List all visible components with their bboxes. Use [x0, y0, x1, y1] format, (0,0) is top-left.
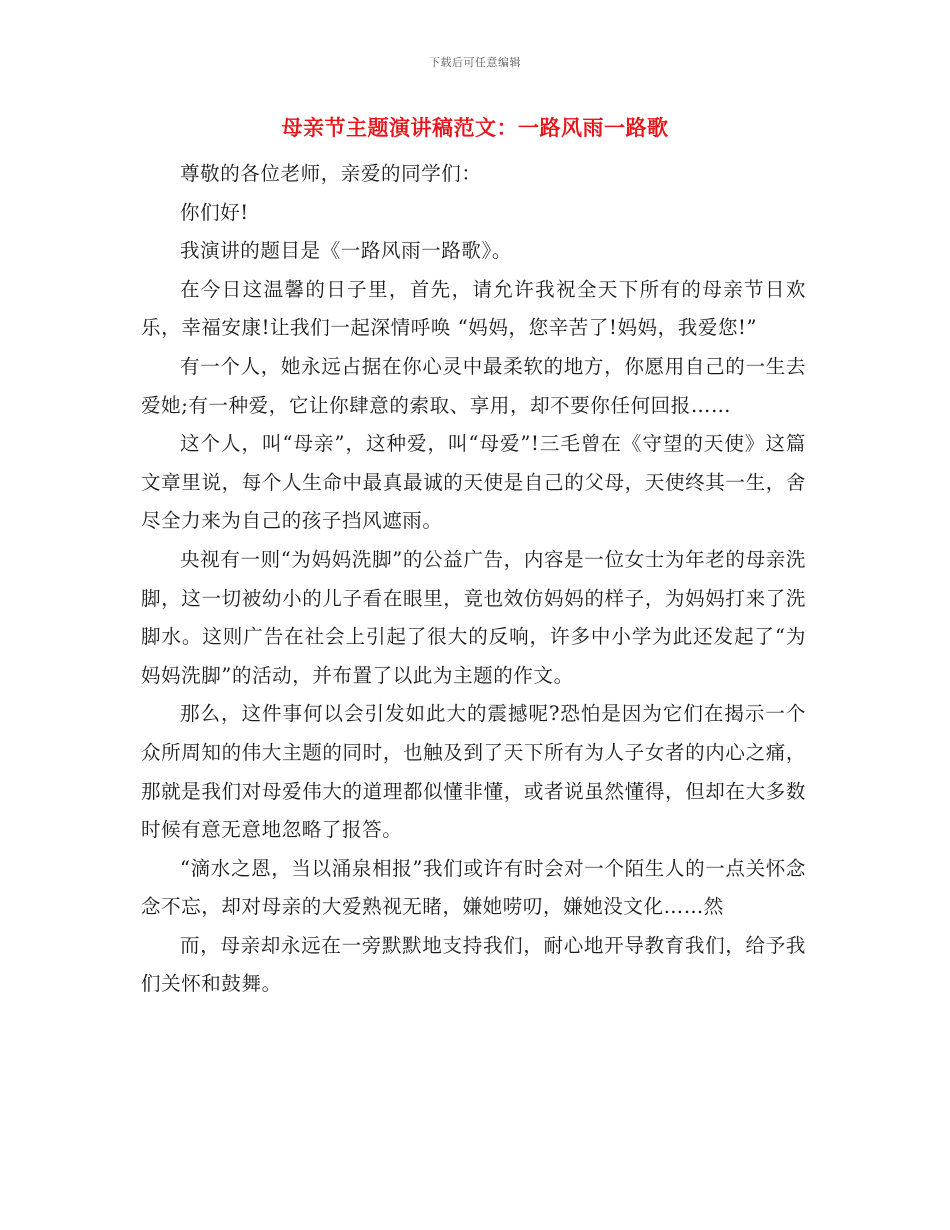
paragraph-salutation: 尊敬的各位老师，亲爱的同学们：: [180, 162, 482, 185]
paragraph-greeting: 你们好!: [180, 200, 249, 224]
paragraph-topic: 我演讲的题目是《一路风雨一路歌》。: [180, 239, 512, 263]
document-title: 母亲节主题演讲稿范文：一路风雨一路歌: [281, 116, 669, 140]
paragraph: 这个人，叫“母亲”，这种爱，叫“母爱”!三毛曾在《守望的天使》这篇文章里说，每个人生命中最真最诚的天使是自己的父母，天使终其一生，舍尽全力来为自己的孩子挡风遮雨。: [141, 432, 806, 533]
paragraph: 而，母亲却永远在一旁默默地支持我们，耐心地开导教育我们，给予我们关怀和鼓舞。: [141, 933, 806, 996]
paragraph: 在今日这温馨的日子里，首先，请允许我祝全天下所有的母亲节日欢乐，幸福安康!让我们一起深情呼唤 “妈妈，您辛苦了!妈妈，我爱您!”: [141, 277, 806, 340]
document-body: [141, 155, 806, 1004]
paragraph: “滴水之恩，当以涌泉相报”我们或许有时会对一个陌生人的一点关怀念念不忘，却对母亲的大爱熟视无睹，嫌她唠叨，嫌她没文化……然: [141, 856, 806, 919]
paragraph: 那么，这件事何以会引发如此大的震撼呢?恐怕是因为它们在揭示一个众所周知的伟大主题的同时，也触及到了天下所有为人子女者的内心之痛，那就是我们对母爱伟大的道理都似懂非懂，或者说虽然懂得，但却在大多数时候有意无意地忽略了报答。: [141, 702, 806, 842]
paragraph: 央视有一则“为妈妈洗脚”的公益广告，内容是一位女士为年老的母亲洗脚，这一切被幼小的儿子看在眼里，竟也效仿妈妈的样子，为妈妈打来了洗脚水。这则广告在社会上引起了很大的反响，许多中小学为此还发起了“为妈妈洗脚”的活动，并布置了以此为主题的作文。: [141, 547, 806, 687]
page-header-note: 下载后可任意编辑: [429, 56, 521, 69]
paragraph: 有一个人，她永远占据在你心灵中最柔软的地方，你愿用自己的一生去爱她;有一种爱，它让你肆意的索取、享用，却不要你任何回报……: [141, 354, 806, 417]
